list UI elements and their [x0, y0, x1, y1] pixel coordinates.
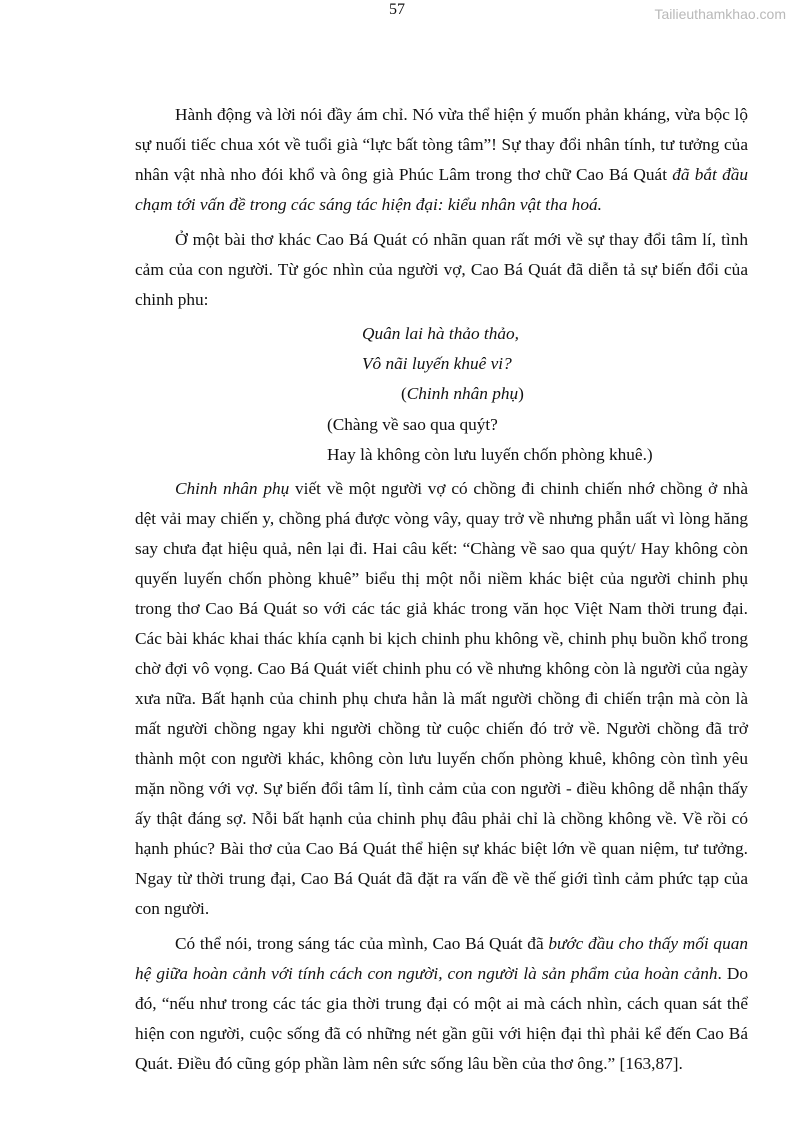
paragraph-3-line: Các bài khác khai thác khía cạnh bi kịch chinh phu không về, chinh phụ buồn khổ trong: [135, 629, 748, 648]
poem-translation-line: Hay là không còn lưu luyến chốn phòng khuê.): [327, 445, 653, 464]
text-run: . Do: [717, 964, 748, 983]
paragraph-2-line: chinh phu:: [135, 290, 209, 309]
paragraph-4-line: [175, 929, 748, 959]
paragraph-3-line: chờ đợi vô vọng. Cao Bá Quát viết chinh phu có về nhưng không còn là người của ngày: [135, 659, 748, 678]
paragraph-1-line: sự nuối tiếc chua xót về tuổi già “lực bất tòng tâm”! Sự thay đổi nhân tính, tư tưởng của: [135, 135, 748, 154]
paragraph-3-line: dệt vải may chiến y, chồng phá được vòng vây, quay trở về nhưng phẫn uất vì lòng hăng: [135, 509, 748, 528]
paragraph-1-line: [135, 160, 748, 190]
poem-source-title: Chinh nhân phụ: [406, 384, 519, 403]
paragraph-3-line: thành một con người khác, không còn lưu luyến chốn phòng khuê, không còn tình yêu: [135, 749, 748, 768]
poem-line: Vô nãi luyến khuê vi?: [362, 354, 512, 373]
paragraph-4: [135, 929, 748, 1079]
paragraph-3-line: mất người chồng ngay khi người chồng từ cuộc chiến đó trở về. Người chồng đã trở: [135, 719, 748, 738]
poem-source-paren: (: [401, 384, 407, 403]
emphasis-text: bước đầu cho thấy mối quan: [548, 934, 748, 953]
paragraph-4-line: đó, “nếu như trong các tác gia thời trung đại có một ai mà cách nhìn, cách quan sát thể: [135, 994, 748, 1013]
paragraph-2-line: cảm của con người. Từ góc nhìn của người vợ, Cao Bá Quát đã diễn tả sự biến đổi của: [135, 260, 748, 279]
paragraph-2: [135, 225, 748, 315]
emphasis-text: đã bắt đầu: [672, 165, 748, 184]
paragraph-3-line: ấy thật đáng sợ. Nỗi bất hạnh của chinh phụ đâu phải chỉ là chồng không về. Về rồi có: [135, 809, 748, 828]
paragraph-2-line: Ở một bài thơ khác Cao Bá Quát có nhãn quan rất mới về sự thay đổi tâm lí, tình: [175, 230, 748, 249]
page-number: 57: [389, 1, 405, 18]
paragraph-4-line: hiện con người, cuộc sống đã có những nét gần gũi với hiện đại thì phải kể đến Cao Bá: [135, 1024, 748, 1043]
poem-source: [401, 379, 524, 409]
paragraph-4-line: [135, 959, 748, 989]
paragraph-3-line: say chưa đạt hiệu quả, nên lại đi. Hai câu kết: “Chàng về sao qua quýt/ Hay không còn: [135, 539, 748, 558]
poem-quote: [175, 319, 748, 469]
paragraph-3-line: trong thơ Cao Bá Quát so với các tác giả khác trong văn học Việt Nam thời trung đại.: [135, 599, 748, 618]
paragraph-3-line: Ngay từ thời trung đại, Cao Bá Quát đã đặt ra vấn đề về thế giới tình cảm phức tạp của: [135, 869, 748, 888]
paragraph-3-line: con người.: [135, 899, 210, 918]
poem-source-paren: ): [518, 384, 524, 403]
paragraph-1: [135, 100, 748, 220]
paragraph-3-line: hạnh phúc? Bài thơ của Cao Bá Quát thể hiện sự khác biệt lớn về quan niệm, tư tưởng.: [135, 839, 748, 858]
paragraph-4-line: Quát. Điều đó cũng góp phần làm nên sức sống lâu bền của thơ ông.” [163,87].: [135, 1054, 683, 1073]
watermark: Tailieuthamkhao.com: [654, 6, 786, 22]
paragraph-3: [135, 474, 748, 924]
paragraph-1-line: [135, 190, 748, 220]
poem-translation-line: (Chàng về sao qua quýt?: [327, 415, 498, 434]
paragraph-3-line: xưa nữa. Bất hạnh của chinh phụ chưa hẳn là mất người chồng đi chiến trận mà còn là: [135, 689, 748, 708]
text-run: viết về một người vợ có chồng đi chinh chiến nhớ chồng ở nhà: [295, 479, 748, 498]
text-run: Có thể nói, trong sáng tác của mình, Cao Bá Quát đã: [175, 934, 544, 953]
paragraph-1-line: Hành động và lời nói đầy ám chỉ. Nó vừa thể hiện ý muốn phản kháng, vừa bộc lộ: [175, 105, 748, 124]
paragraph-3-line: [175, 474, 748, 504]
poem-line: Quân lai hà thảo thảo,: [362, 324, 519, 343]
paragraph-3-line: quyến luyến chốn phòng khuê” biểu thị một nỗi niềm khác biệt của người chinh phụ: [135, 569, 748, 588]
document-body: [135, 100, 748, 1079]
emphasis-text: hệ giữa hoàn cảnh với tính cách con người, con người là sản phẩm của hoàn cảnh: [135, 964, 718, 983]
paragraph-3-line: mặn nồng với vợ. Sự biến đổi tâm lí, tình cảm của con người - điều không dễ nhận thấy: [135, 779, 748, 798]
emphasis-text: chạm tới vấn đề trong các sáng tác hiện đại: kiểu nhân vật tha hoá.: [135, 195, 602, 214]
emphasis-text: Chinh nhân phụ: [175, 479, 290, 498]
text-run: nhân vật nhà nho đói khổ và ông già Phúc Lâm trong thơ chữ Cao Bá Quát: [135, 165, 668, 184]
